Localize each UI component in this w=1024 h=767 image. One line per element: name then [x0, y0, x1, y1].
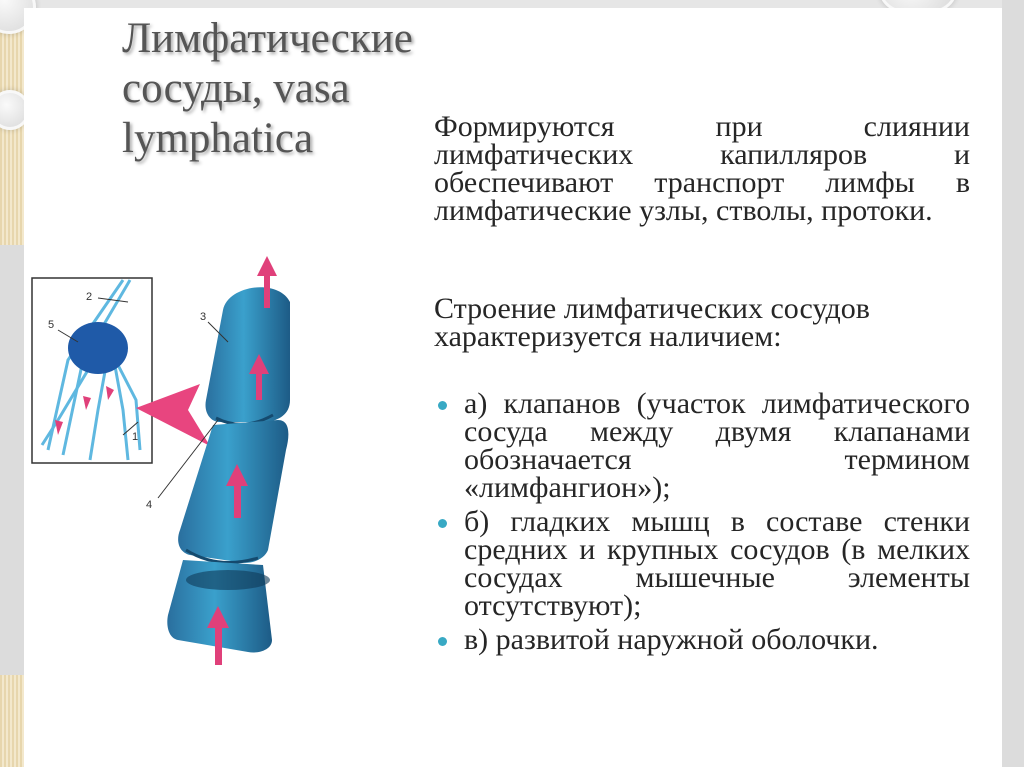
- paragraph-formation: Формируются при слиянии лимфатических капилляров и обеспечивают транспорт лимфы в лимфатические узлы, стволы, протоки.: [434, 110, 970, 227]
- bullet-item-valves: [434, 387, 970, 504]
- bullet-text: а) клапанов (участок лимфатического сосуда между двумя клапанами обозначается термином «лимфангион»);: [464, 387, 970, 504]
- figure-label-1: 1: [132, 431, 139, 443]
- slide-title: Лимфатические сосуды, vasa lymphatica: [122, 15, 413, 162]
- lymph-node: [68, 322, 128, 374]
- vessel-segment-middle: [178, 420, 288, 563]
- paragraph-structure: Строение лимфатических сосудов характеризуется наличием:: [434, 292, 870, 353]
- figure-label-4: 4: [146, 499, 153, 511]
- figure-label-2: 2: [86, 291, 93, 303]
- bullet-item-outer-layer: [434, 623, 970, 656]
- figure-label-3: 3: [200, 311, 207, 323]
- structure-bullet-list: [434, 387, 970, 660]
- vessel-segment-upper: [206, 287, 291, 422]
- vessel-opening: [186, 570, 270, 590]
- lymphatic-vessel-illustration: [28, 250, 348, 670]
- bullet-text: в) развитой наружной оболочки.: [464, 623, 879, 656]
- bullet-dot-icon: [438, 401, 447, 410]
- bullet-dot-icon: [438, 637, 447, 646]
- bullet-item-muscles: [434, 505, 970, 622]
- bullet-text: б) гладких мышц в составе стенки средних и крупных сосудов (в мелких сосудах мышечные элементы отсутствуют);: [464, 505, 970, 622]
- figure-label-5: 5: [48, 319, 55, 331]
- decor-right-edge: [1002, 0, 1024, 767]
- bullet-dot-icon: [438, 519, 447, 528]
